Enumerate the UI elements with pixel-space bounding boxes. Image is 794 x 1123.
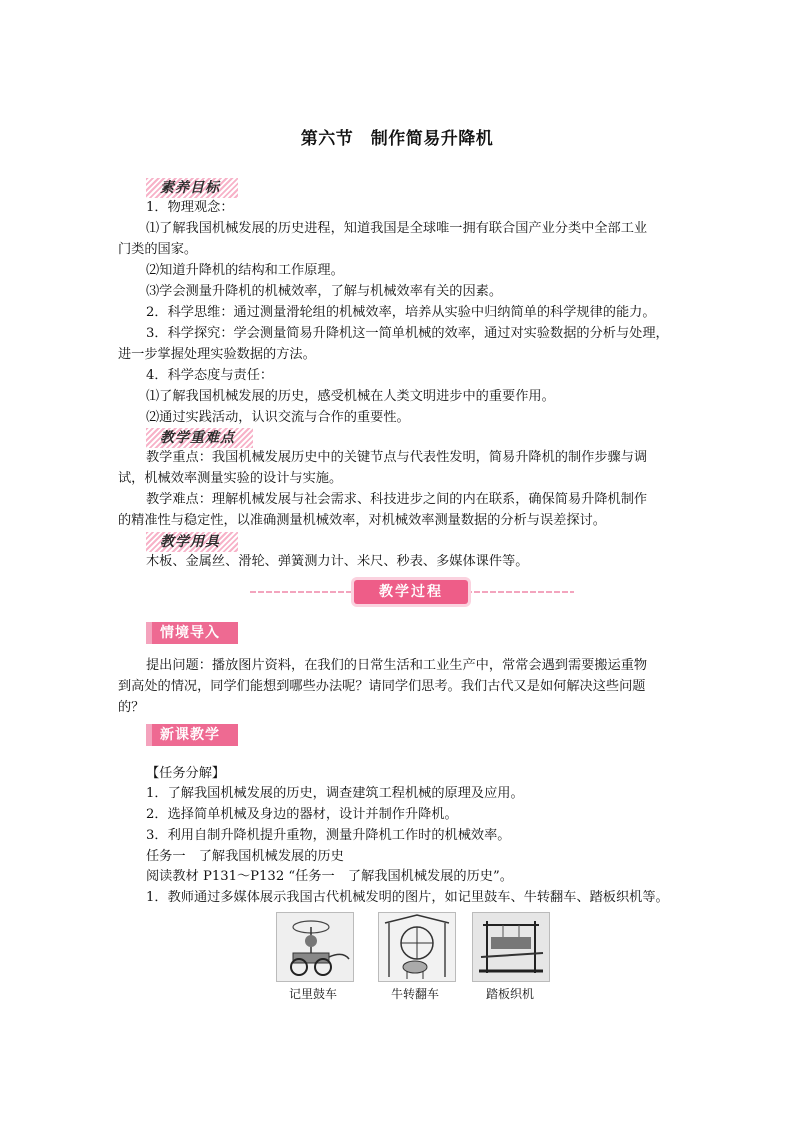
tools-line: 木板、金属丝、滑轮、弹簧测力计、米尺、秒表、多媒体课件等。 bbox=[146, 554, 529, 569]
key-point-line: 教学难点：理解机械发展与社会需求、科技进步之间的内在联系，确保简易升降机制作 bbox=[146, 492, 648, 507]
key-point-line: 的精准性与稳定性，以准确测量机械效率，对机械效率测量数据的分析与误差探讨。 bbox=[118, 513, 606, 528]
drum-cart-image bbox=[276, 912, 354, 982]
intro-line: 的？ bbox=[118, 700, 145, 715]
lesson-line: 1．了解我国机械发展的历史，调查建筑工程机械的原理及应用。 bbox=[146, 786, 524, 801]
lesson-line: 【任务分解】 bbox=[146, 766, 226, 781]
goal-line: ⑴了解我国机械发展的历史，感受机械在人类文明进步中的重要作用。 bbox=[146, 389, 555, 404]
goal-line: 2．科学思维：通过测量滑轮组的机械效率，培养从实验中归纳简单的科学规律的能力。 bbox=[146, 305, 656, 320]
key-point-line: 教学重点：我国机械发展历史中的关键节点与代表性发明，简易升降机的制作步骤与调 bbox=[146, 450, 648, 465]
section-tag-intro: 情境导入 bbox=[146, 622, 238, 644]
intro-line: 到高处的情况，同学们能想到哪些办法呢？请同学们思考。我们古代又是如何解决这些问题 bbox=[118, 679, 646, 694]
goal-line: ⑶学会测量升降机的机械效率，了解与机械效率有关的因素。 bbox=[146, 284, 503, 299]
section-tag-tools: 教学用具 bbox=[146, 532, 238, 552]
goal-line: ⑵知道升降机的结构和工作原理。 bbox=[146, 263, 344, 278]
section-tag-new-lesson: 新课教学 bbox=[146, 724, 238, 746]
process-banner bbox=[250, 580, 574, 604]
goal-line: ⑵通过实践活动，认识交流与合作的重要性。 bbox=[146, 410, 410, 425]
page-title: 第六节 制作简易升降机 bbox=[300, 129, 494, 149]
lesson-line: 3．利用自制升降机提升重物，测量升降机工作时的机械效率。 bbox=[146, 828, 511, 843]
lesson-line: 2．选择简单机械及身边的器材，设计并制作升降机。 bbox=[146, 807, 458, 822]
intro-line: 提出问题：播放图片资料，在我们的日常生活和工业生产中，常常会遇到需要搬运重物 bbox=[146, 658, 648, 673]
goal-line: ⑴了解我国机械发展的历史进程，知道我国是全球唯一拥有联合国产业分类中全部工业 bbox=[146, 221, 648, 236]
ox-waterwheel-image bbox=[378, 912, 456, 982]
lesson-line: 阅读教材 P131～P132 “任务一 了解我国机械发展的历史”。 bbox=[146, 869, 513, 884]
figure-caption: 牛转翻车 bbox=[390, 987, 439, 1001]
goal-line: 门类的国家。 bbox=[118, 242, 198, 257]
section-tag-key-points: 教学重难点 bbox=[146, 428, 253, 448]
goal-line: 1．物理观念： bbox=[146, 200, 234, 215]
process-banner-label: 教学过程 bbox=[354, 580, 468, 604]
goal-line: 进一步掌握处理实验数据的方法。 bbox=[118, 347, 316, 362]
lesson-line: 任务一 了解我国机械发展的历史 bbox=[146, 849, 344, 864]
goal-line: 3．科学探究：学会测量简易升降机这一简单机械的效率，通过对实验数据的分析与处理， bbox=[146, 326, 669, 341]
treadle-loom-image bbox=[472, 912, 550, 982]
figure-caption: 记里鼓车 bbox=[288, 987, 337, 1001]
figure-caption: 踏板织机 bbox=[485, 987, 534, 1001]
lesson-line: 1．教师通过多媒体展示我国古代机械发明的图片，如记里鼓车、牛转翻车、踏板织机等。 bbox=[146, 890, 669, 905]
key-point-line: 试，机械效率测量实验的设计与实施。 bbox=[118, 471, 343, 486]
section-tag-goals: 素养目标 bbox=[146, 178, 238, 198]
goal-line: 4．科学态度与责任： bbox=[146, 368, 274, 383]
